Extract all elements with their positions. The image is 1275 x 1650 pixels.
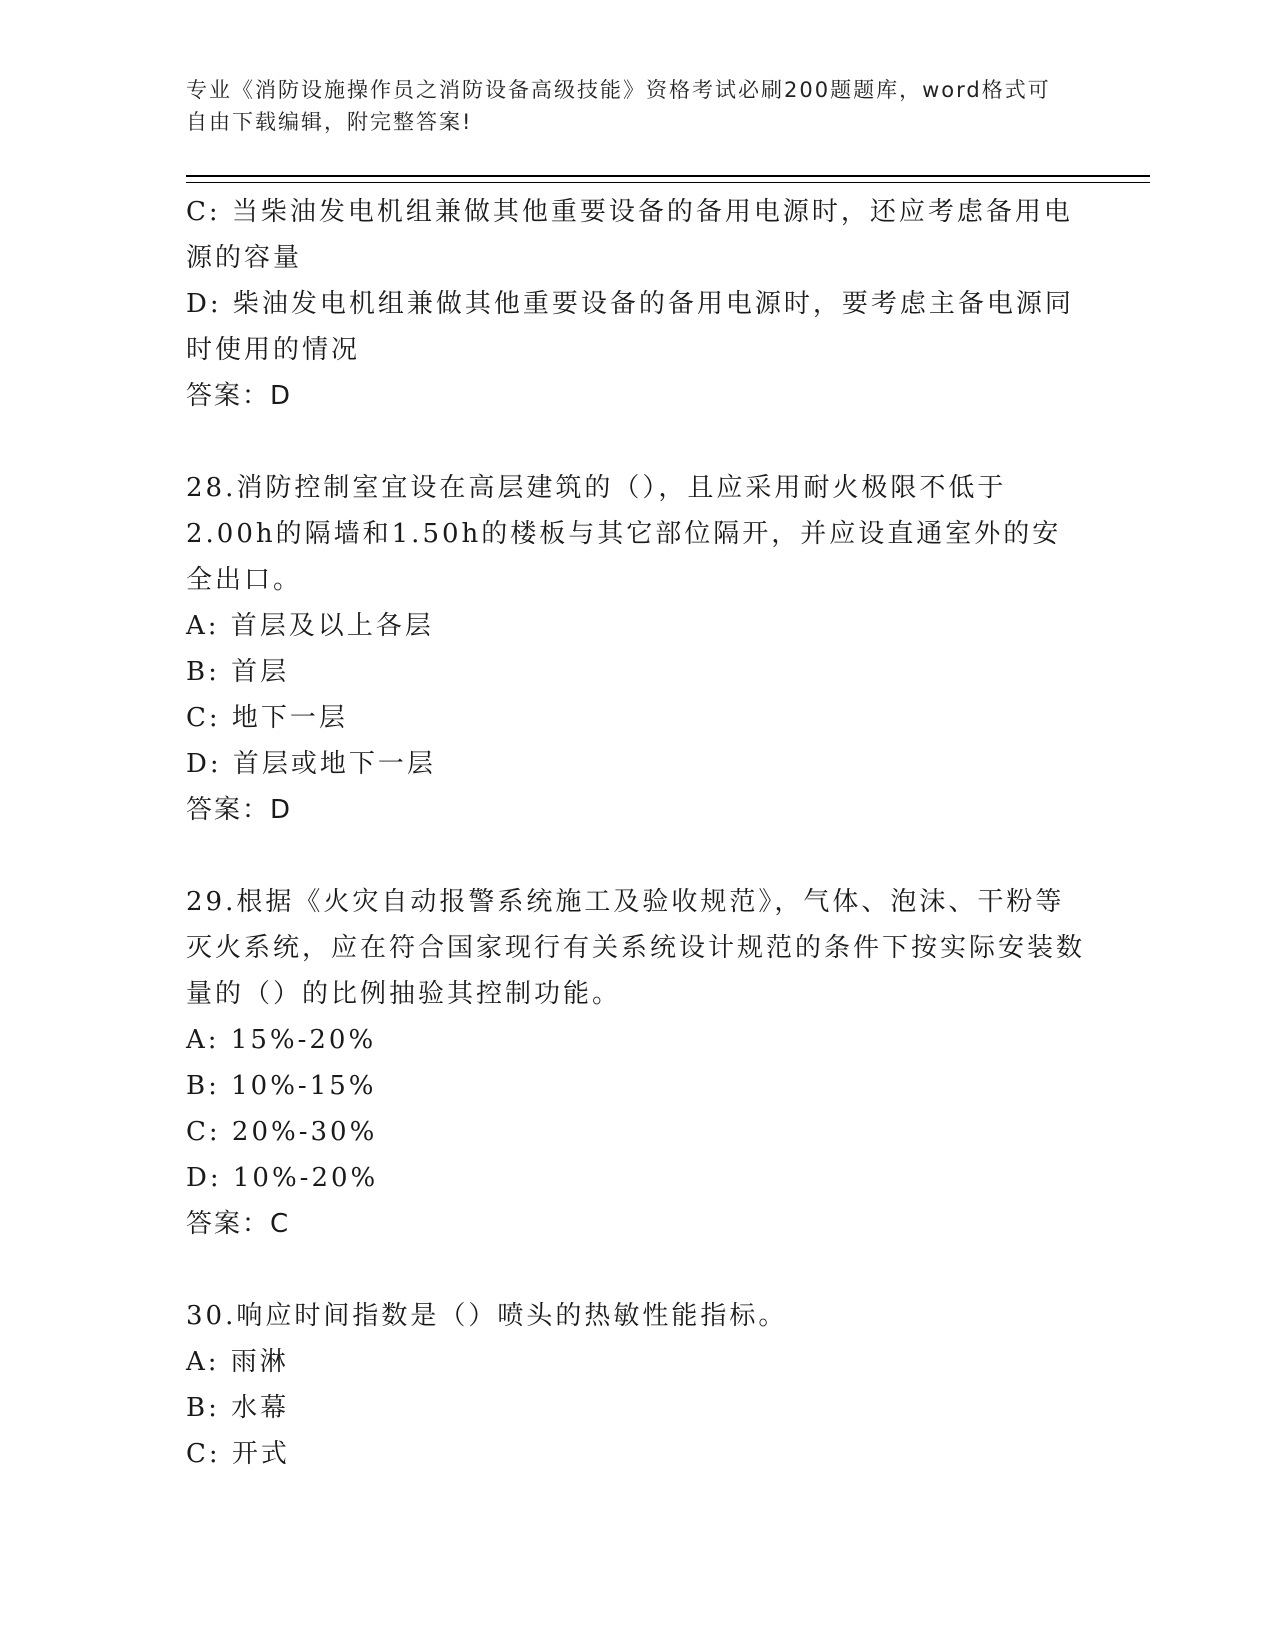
header-divider-thin bbox=[186, 182, 1150, 183]
option-a: A: 15%-20% bbox=[186, 1025, 377, 1055]
option-b: B: 水幕 bbox=[186, 1393, 290, 1423]
option-b: B: 10%-15% bbox=[186, 1071, 377, 1101]
prev-question-block bbox=[186, 189, 1086, 419]
answer-line: 答案：C bbox=[186, 1209, 291, 1239]
option-c: C: 当柴油发电机组兼做其他重要设备的备用电源时，还应考虑备用电源的容量 bbox=[186, 197, 1073, 273]
option-c: C: 开式 bbox=[186, 1439, 290, 1469]
document-header: 专业《消防设施操作员之消防设备高级技能》资格考试必刷200题题库，word格式可自由下载编辑，附完整答案! bbox=[186, 78, 1051, 134]
option-d: D: 首层或地下一层 bbox=[186, 749, 436, 779]
option-c: C: 20%-30% bbox=[186, 1117, 378, 1147]
question-29 bbox=[186, 879, 1086, 1247]
option-c: C: 地下一层 bbox=[186, 703, 348, 733]
question-stem: 29.根据《火灾自动报警系统施工及验收规范》，气体、泡沫、干粉等灭火系统，应在符合国家现行有关系统设计规范的条件下按实际安装数量的（）的比例抽验其控制功能。 bbox=[186, 887, 1086, 1009]
option-a: A: 雨淋 bbox=[186, 1347, 289, 1377]
header-divider-thick bbox=[186, 175, 1150, 177]
question-stem: 28.消防控制室宜设在高层建筑的（），且应采用耐火极限不低于2.00h的隔墙和1.50h的楼板与其它部位隔开，并应设直通室外的安全出口。 bbox=[186, 473, 1062, 595]
question-stem: 30.响应时间指数是（）喷头的热敏性能指标。 bbox=[186, 1301, 788, 1331]
answer-line: 答案：D bbox=[186, 381, 293, 411]
option-d: D: 柴油发电机组兼做其他重要设备的备用电源时，要考虑主备电源同时使用的情况 bbox=[186, 289, 1074, 365]
question-30 bbox=[186, 1293, 1086, 1477]
question-28 bbox=[186, 465, 1086, 833]
document-content bbox=[186, 189, 1086, 1477]
option-d: D: 10%-20% bbox=[186, 1163, 379, 1193]
option-a: A: 首层及以上各层 bbox=[186, 611, 434, 641]
answer-line: 答案：D bbox=[186, 795, 293, 825]
option-b: B: 首层 bbox=[186, 657, 290, 687]
